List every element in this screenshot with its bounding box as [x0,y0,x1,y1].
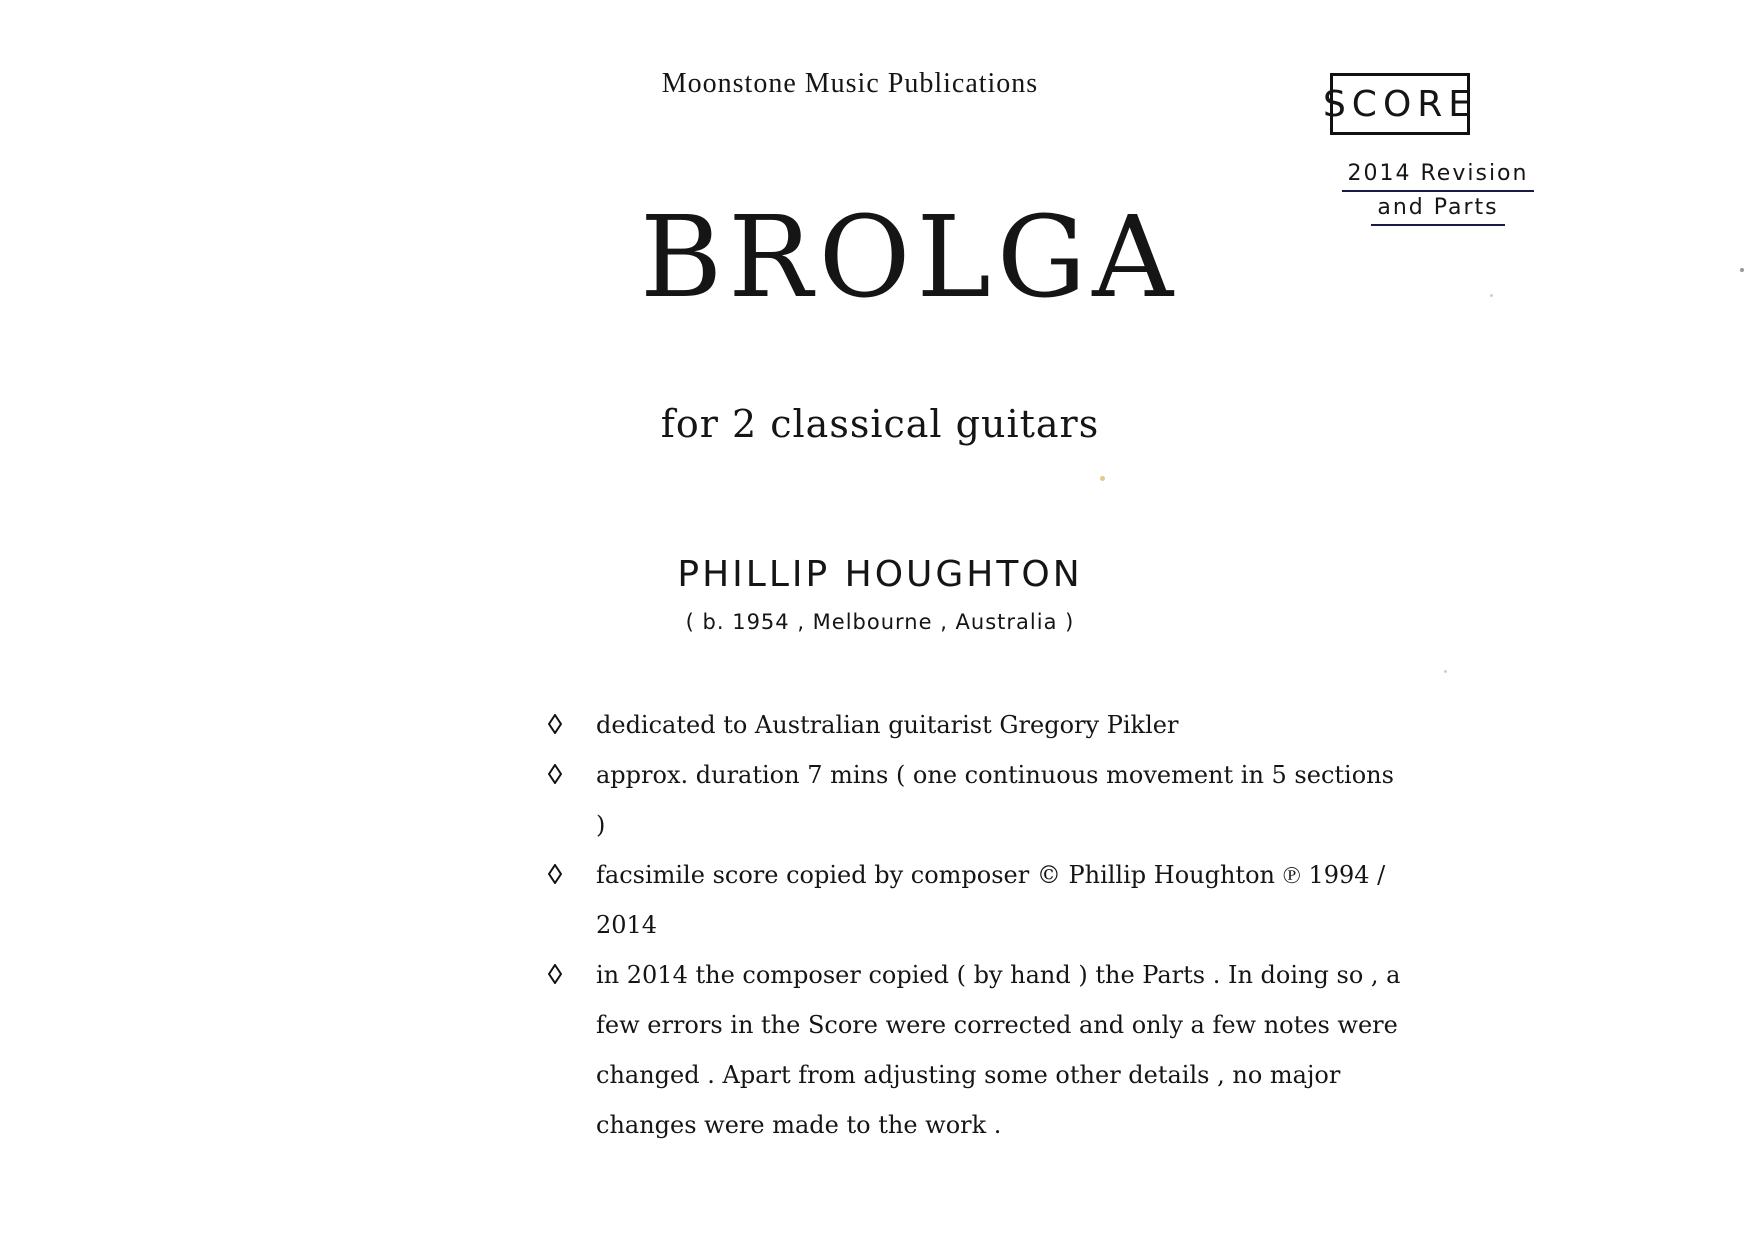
list-item [542,850,1402,950]
instrumentation-subtitle: for 2 classical guitars [660,402,1100,446]
composer-name: PHILLIP HOUGHTON [677,554,1083,595]
notes-list [542,700,1402,1150]
list-item [542,750,1402,850]
note-text: dedicated to Australian guitarist Gregory Pikler [596,711,1179,739]
paper-speck [1100,476,1105,481]
paper-speck [1740,268,1744,272]
publisher-name: Moonstone Music Publications [661,68,1039,99]
paper-speck [1490,294,1493,297]
paper-speck [1444,670,1447,673]
diamond-outline-icon [548,864,562,884]
revision-note [1330,158,1546,226]
diamond-outline-icon [548,964,562,984]
note-text: approx. duration 7 mins ( one continuous movement in 5 sections ) [596,761,1394,839]
score-label-box: SCORE [1330,73,1470,135]
list-item [542,700,1402,750]
revision-line-2: and Parts [1371,192,1504,226]
note-text: in 2014 the composer copied ( by hand ) the Parts . In doing so , a few errors in the Score were corrected and only a few notes were changed . Apart from adjusting some other details , no major changes were made to the work . [596,961,1401,1139]
note-text: facsimile score copied by composer © Phillip Houghton ℗ 1994 / 2014 [596,861,1386,939]
revision-line-1: 2014 Revision [1342,158,1535,192]
diamond-outline-icon [548,714,562,734]
page-title: BROLGA [640,193,1180,323]
list-item [542,950,1402,1150]
diamond-outline-icon [548,764,562,784]
composer-info: ( b. 1954 , Melbourne , Australia ) [685,610,1075,634]
